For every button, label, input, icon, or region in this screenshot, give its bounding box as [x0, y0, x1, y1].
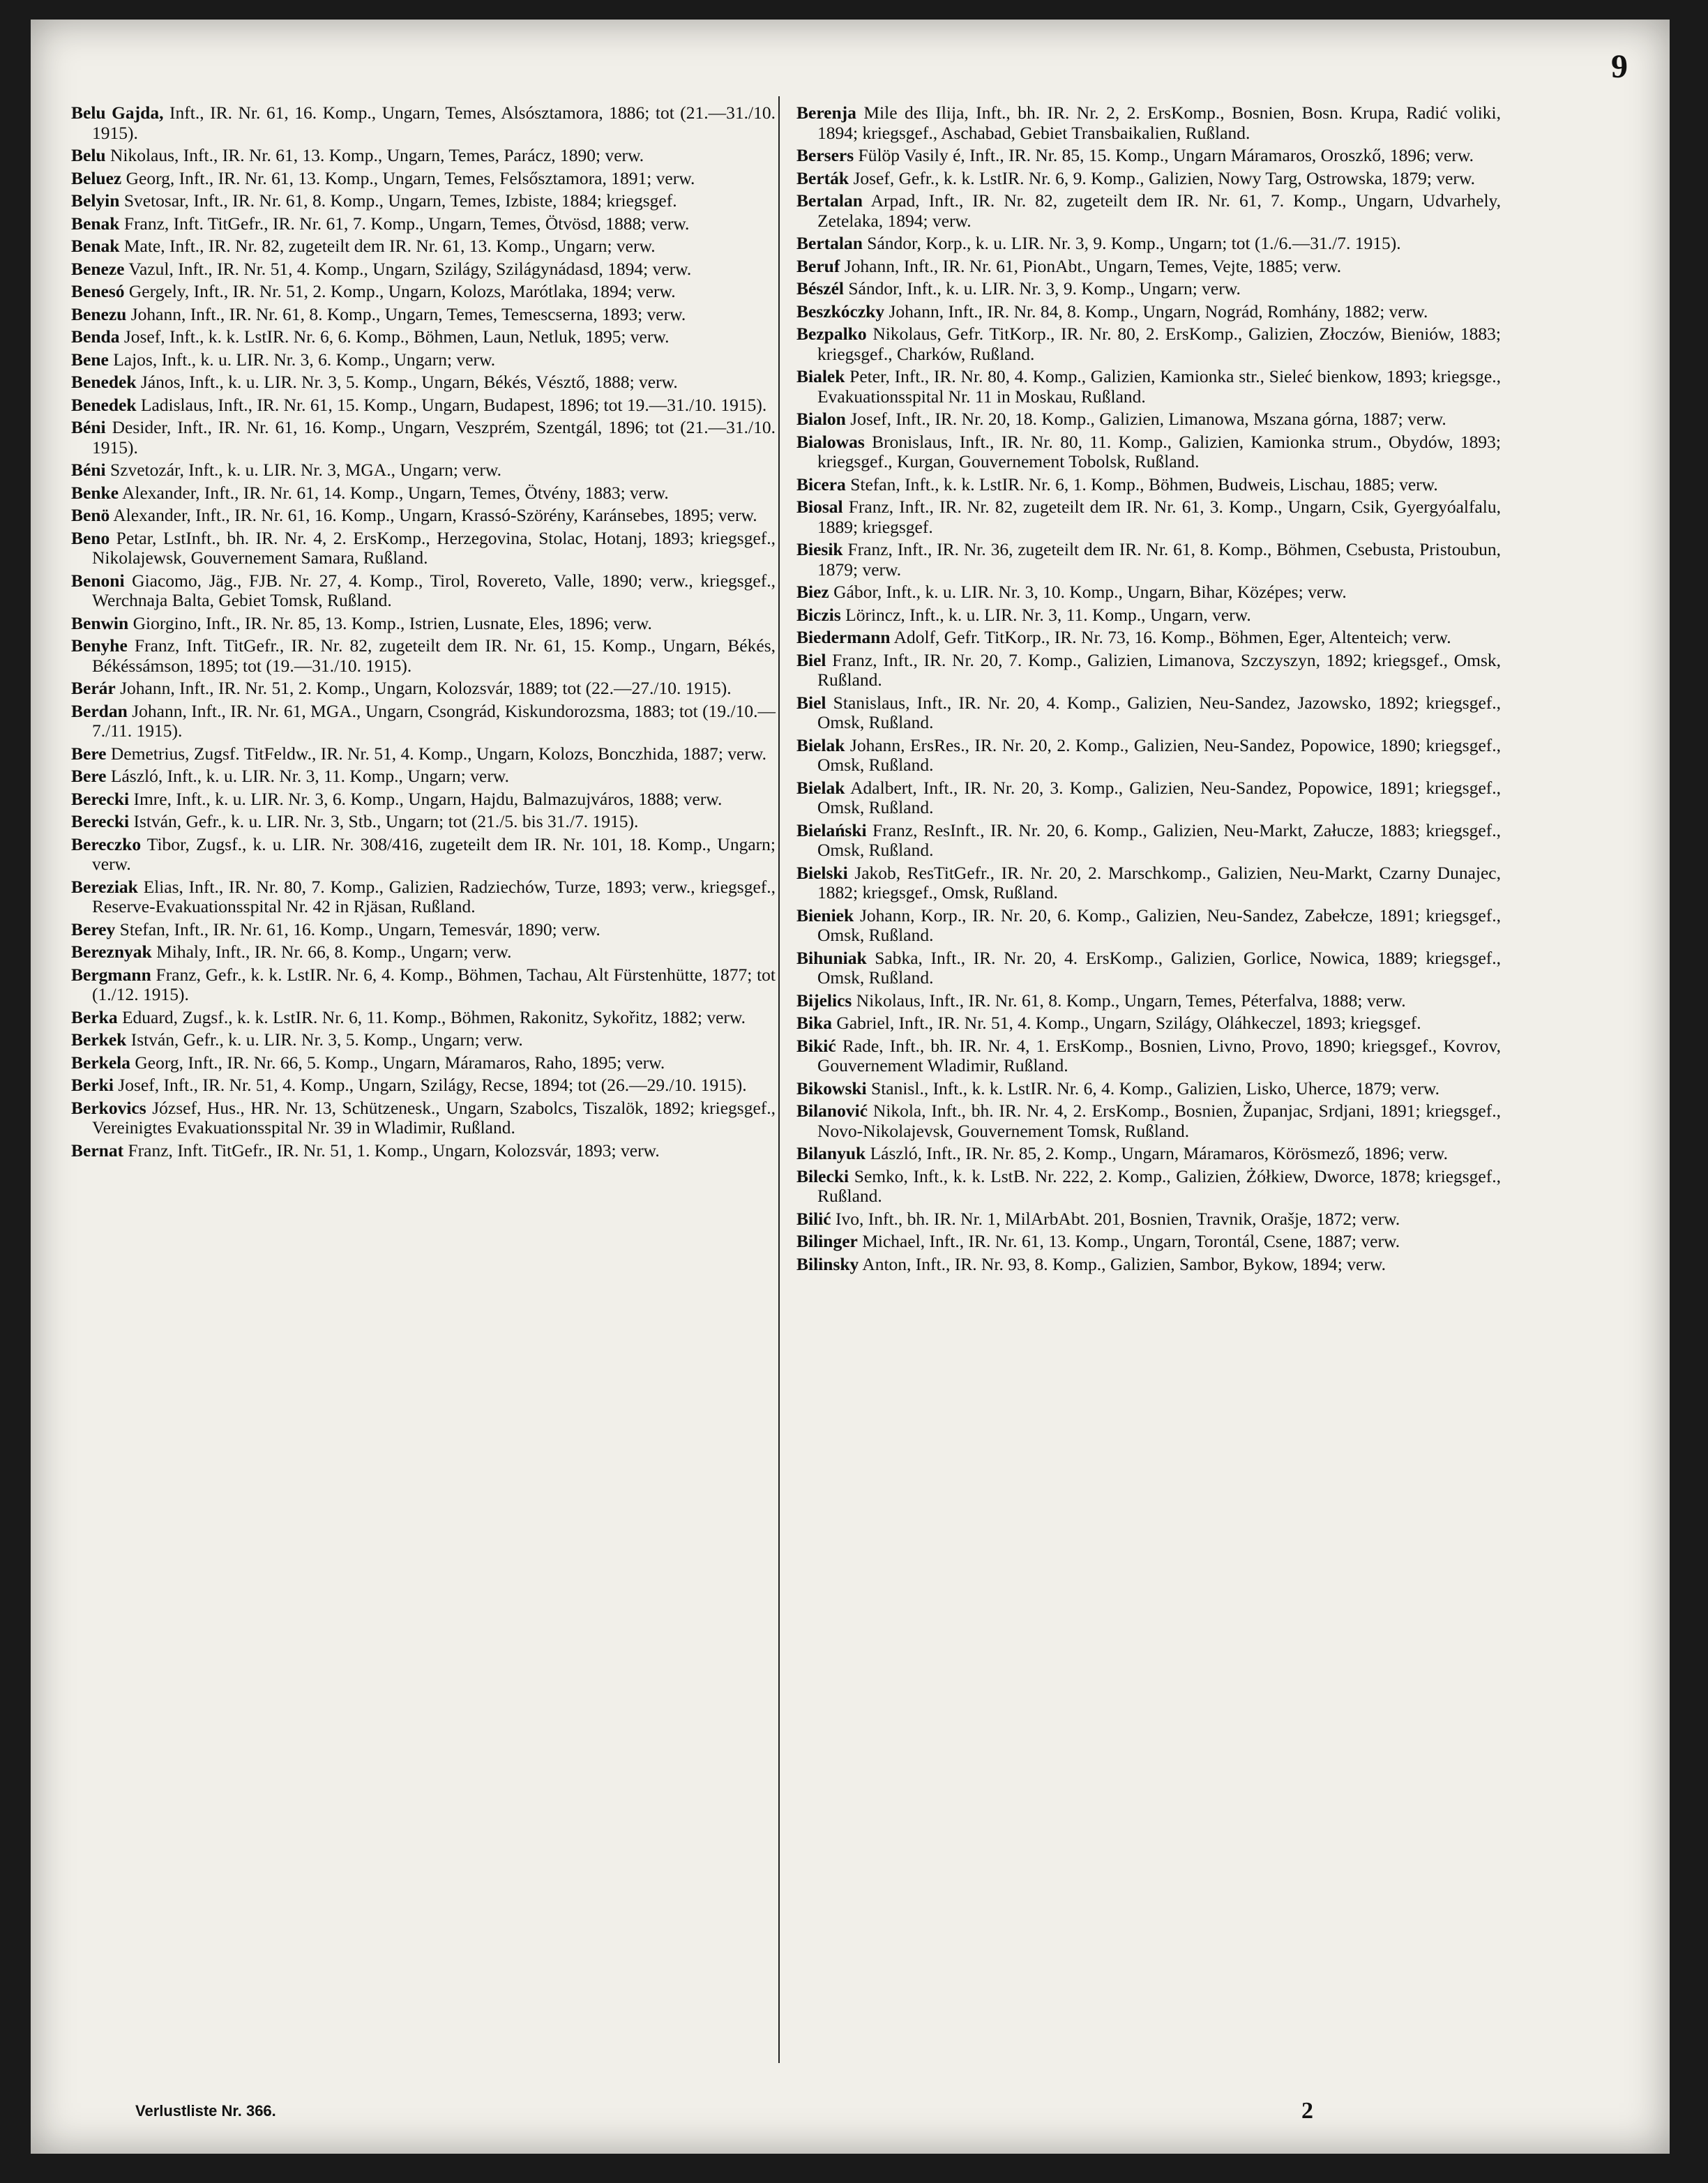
list-entry: [71, 766, 776, 787]
entry-details: Franz, Inft., IR. Nr. 82, zugeteilt dem IR. Nr. 61, 3. Komp., Ungarn, Csik, Gyergyóalfalu, 1889; kriegsgef.: [817, 497, 1501, 537]
list-entry: [71, 236, 776, 257]
entry-details: István, Gefr., k. u. LIR. Nr. 3, 5. Komp., Ungarn; verw.: [130, 1029, 523, 1050]
entry-name: Berkela: [71, 1052, 130, 1073]
entry-details: Josef, Inft., IR. Nr. 20, 18. Komp., Galizien, Limanowa, Mszana górna, 1887; verw.: [850, 409, 1446, 429]
entry-details: Gabriel, Inft., IR. Nr. 51, 4. Komp., Ungarn, Szilágy, Oláhkeczel, 1893; kriegsgef.: [836, 1013, 1421, 1033]
list-entry: [71, 942, 776, 962]
entry-name: Berka: [71, 1006, 118, 1027]
entry-name: Béni: [71, 417, 106, 437]
list-entry: [71, 483, 776, 504]
entry-name: Beruf: [796, 255, 840, 276]
entry-details: Franz, Inft. TitGefr., IR. Nr. 51, 1. Komp., Ungarn, Kolozsvár, 1893; verw.: [128, 1140, 660, 1161]
list-entry: [71, 529, 776, 568]
list-entry: [796, 432, 1501, 472]
list-entry: [796, 1232, 1501, 1252]
entry-details: István, Gefr., k. u. LIR. Nr. 3, Stb., Ungarn; tot (21./5. bis 31./7. 1915).: [133, 811, 639, 831]
entry-details: Gergely, Inft., IR. Nr. 51, 2. Komp., Ungarn, Kolozs, Marótlaka, 1894; verw.: [128, 281, 676, 301]
entry-details: Sándor, Inft., k. u. LIR. Nr. 3, 9. Komp., Ungarn; verw.: [848, 278, 1241, 299]
entry-details: Josef, Inft., k. k. LstIR. Nr. 6, 6. Komp., Böhmen, Laun, Netluk, 1895; verw.: [123, 326, 670, 347]
list-entry: [71, 418, 776, 458]
entry-details: Stefan, Inft., k. k. LstIR. Nr. 6, 1. Komp., Böhmen, Budweis, Lischau, 1885; verw.: [850, 474, 1438, 494]
entry-name: Bialowas: [796, 431, 865, 452]
list-entry: [71, 790, 776, 810]
entry-details: Sabka, Inft., IR. Nr. 20, 4. ErsKomp., Galizien, Gorlice, Nowica, 1889; kriegsgef., Omsk, Rußland.: [817, 947, 1502, 988]
list-entry: [71, 259, 776, 280]
list-entry: [71, 1008, 776, 1028]
entry-name: Bihuniak: [796, 947, 867, 968]
entry-name: Benedek: [71, 372, 137, 392]
list-entry: [71, 146, 776, 166]
list-entry: [71, 1053, 776, 1073]
list-entry: [796, 605, 1501, 626]
entry-details: Georg, Inft., IR. Nr. 66, 5. Komp., Ungarn, Máramaros, Raho, 1895; verw.: [135, 1052, 665, 1073]
list-entry: [71, 214, 776, 234]
list-entry: [796, 257, 1501, 277]
list-entry: [796, 146, 1501, 166]
list-entry: [71, 614, 776, 634]
entry-name: Beluez: [71, 167, 122, 188]
list-entry: [796, 1144, 1501, 1164]
list-entry: [71, 702, 776, 741]
right-column: [796, 103, 1501, 1277]
entry-name: Bezpalko: [796, 324, 867, 344]
entry-details: Lajos, Inft., k. u. LIR. Nr. 3, 6. Komp., Ungarn; verw.: [113, 349, 496, 370]
entry-name: Berkek: [71, 1029, 127, 1050]
list-entry: [796, 103, 1501, 143]
entry-name: Benak: [71, 213, 120, 234]
entry-name: Bere: [71, 743, 107, 764]
signature-mark: 2: [1301, 2098, 1313, 2124]
list-entry: [796, 1167, 1501, 1207]
entry-details: Josef, Gefr., k. k. LstIR. Nr. 6, 9. Komp., Galizien, Nowy Targ, Ostrowska, 1879; verw.: [853, 167, 1475, 188]
list-entry: [796, 778, 1501, 818]
list-entry: [71, 835, 776, 875]
entry-name: Bészél: [796, 278, 844, 299]
entry-details: Michael, Inft., IR. Nr. 61, 13. Komp., Ungarn, Torontál, Csene, 1887; verw.: [862, 1231, 1400, 1251]
entry-details: Desider, Inft., IR. Nr. 61, 16. Komp., Ungarn, Veszprém, Szentgál, 1896; tot (21.—31./10. 1915).: [92, 417, 776, 458]
entry-name: Bialek: [796, 366, 845, 386]
entry-name: Berey: [71, 919, 116, 939]
list-entry: [71, 679, 776, 699]
entry-name: Benda: [71, 326, 120, 347]
entry-details: Lörincz, Inft., k. u. LIR. Nr. 3, 11. Komp., Ungarn, verw.: [845, 604, 1251, 625]
list-entry: [71, 636, 776, 676]
entry-name: Benyhe: [71, 635, 128, 656]
entry-details: Imre, Inft., k. u. LIR. Nr. 3, 6. Komp., Ungarn, Hajdu, Balmazujváros, 1888; verw.: [133, 788, 723, 809]
list-entry: [796, 1079, 1501, 1099]
entry-name: Biel: [796, 649, 826, 670]
entry-details: Stanislaus, Inft., IR. Nr. 20, 4. Komp., Galizien, Neu-Sandez, Jazowsko, 1892; kriegsgef., Omsk, Rußland.: [817, 692, 1502, 732]
list-entry: [796, 475, 1501, 495]
entry-details: Georg, Inft., IR. Nr. 61, 13. Komp., Ungarn, Temes, Felsősztamora, 1891; verw.: [126, 167, 695, 188]
entry-name: Benesó: [71, 281, 125, 301]
page-number: 9: [1611, 48, 1628, 85]
entry-details: József, Hus., HR. Nr. 13, Schützenesk., Ungarn, Szabolcs, Tiszalök, 1892; kriegsgef., Vereinigtes Evakuationsspital Nr. 39 in Wladimir, Rußland.: [92, 1097, 776, 1138]
entry-details: Johann, Korp., IR. Nr. 20, 6. Komp., Galizien, Neu-Sandez, Zabełcze, 1891; kriegsgef., Omsk, Rußland.: [817, 905, 1501, 945]
footer-list-number: Verlustliste Nr. 366.: [135, 2102, 276, 2120]
entry-details: Sándor, Korp., k. u. LIR. Nr. 3, 9. Komp., Ungarn; tot (1./6.—31./7. 1915).: [867, 233, 1401, 253]
entry-details: Petar, LstInft., bh. IR. Nr. 4, 2. ErsKomp., Herzegovina, Stolac, Hotanj, 1893; kriegsgef., Nikolajewsk, Gouvernement Samara, Rußland.: [92, 527, 776, 568]
entry-details: Franz, Gefr., k. k. LstIR. Nr. 6, 4. Komp., Böhmen, Tachau, Alt Fürstenhütte, 1877; tot (1./12. 1915).: [92, 964, 776, 1004]
entry-details: Franz, Inft., IR. Nr. 20, 7. Komp., Galizien, Limanova, Szczyszyn, 1892; kriegsgef., Omsk, Rußland.: [817, 649, 1501, 690]
entry-name: Bereczko: [71, 833, 142, 854]
list-entry: [796, 863, 1501, 903]
entry-name: Bergmann: [71, 964, 151, 985]
entry-details: Eduard, Zugsf., k. k. LstIR. Nr. 6, 11. Komp., Böhmen, Rakonitz, Sykořitz, 1882; verw.: [121, 1006, 746, 1027]
entry-details: Nikolaus, Inft., IR. Nr. 61, 13. Komp., Ungarn, Temes, Parácz, 1890; verw.: [109, 145, 644, 165]
entry-details: János, Inft., k. u. LIR. Nr. 3, 5. Komp., Ungarn, Békés, Vésztő, 1888; verw.: [140, 372, 678, 392]
list-entry: [796, 497, 1501, 537]
entry-details: Nikolaus, Inft., IR. Nr. 61, 8. Komp., Ungarn, Temes, Péterfalva, 1888; verw.: [856, 990, 1406, 1011]
list-entry: [796, 1209, 1501, 1230]
entry-details: Arpad, Inft., IR. Nr. 82, zugeteilt dem IR. Nr. 61, 7. Komp., Ungarn, Udvarhely, Zetelaka, 1894; verw.: [817, 190, 1502, 231]
entry-name: Berkovics: [71, 1097, 146, 1118]
entry-name: Beneze: [71, 258, 125, 279]
entry-name: Bersers: [796, 145, 854, 165]
list-entry: [71, 372, 776, 393]
list-entry: [796, 582, 1501, 603]
entry-details: Ivo, Inft., bh. IR. Nr. 1, MilArbAbt. 201, Bosnien, Travnik, Orašje, 1872; verw.: [835, 1208, 1400, 1229]
entry-details: Ladislaus, Inft., IR. Nr. 61, 15. Komp., Ungarn, Budapest, 1896; tot 19.—31./10. 1915).: [140, 394, 767, 415]
entry-name: Bikowski: [796, 1078, 867, 1098]
list-entry: [71, 460, 776, 481]
list-entry: [796, 906, 1501, 946]
entry-details: Gábor, Inft., k. u. LIR. Nr. 3, 10. Komp., Ungarn, Bihar, Középes; verw.: [833, 582, 1347, 602]
list-entry: [71, 350, 776, 370]
entry-name: Benoni: [71, 570, 125, 591]
entry-name: Bielak: [796, 734, 845, 755]
list-entry: [796, 821, 1501, 861]
list-entry: [71, 812, 776, 832]
list-entry: [796, 324, 1501, 364]
entry-details: Giacomo, Jäg., FJB. Nr. 27, 4. Komp., Tirol, Rovereto, Valle, 1890; verw., kriegsgef., Werchnaja Balta, Gebiet Tomsk, Rußland.: [92, 570, 776, 610]
entry-name: Benö: [71, 505, 110, 525]
entry-name: Bilecki: [796, 1165, 849, 1186]
entry-details: Johann, ErsRes., IR. Nr. 20, 2. Komp., Galizien, Neu-Sandez, Popowice, 1890; kriegsgef., Omsk, Rußland.: [817, 734, 1502, 775]
entry-details: Mihaly, Inft., IR. Nr. 66, 8. Komp., Ungarn; verw.: [156, 942, 512, 962]
list-entry: [796, 279, 1501, 299]
entry-details: Bronislaus, Inft., IR. Nr. 80, 11. Komp., Galizien, Kamionka strum., Obydów, 1893; kriegsgef., Kurgan, Gouvernement Tobolsk, Rußland.: [817, 431, 1501, 471]
list-entry: [796, 234, 1501, 254]
entry-details: Alexander, Inft., IR. Nr. 61, 14. Komp., Ungarn, Temes, Ötvény, 1883; verw.: [121, 482, 669, 503]
entry-details: Franz, Inft. TitGefr., IR. Nr. 82, zugeteilt dem IR. Nr. 61, 15. Komp., Ungarn, Békés, Békéssámson, 1895; tot (19.—31./10. 1915).: [92, 635, 776, 676]
entry-details: Adalbert, Inft., IR. Nr. 20, 3. Komp., Galizien, Neu-Sandez, Popowice, 1891; kriegsgef., Omsk, Rußland.: [817, 777, 1502, 817]
entry-details: Fülöp Vasily é, Inft., IR. Nr. 85, 15. Komp., Ungarn Máramaros, Oroszkő, 1896; verw.: [858, 145, 1474, 165]
entry-details: Alexander, Inft., IR. Nr. 61, 16. Komp., Ungarn, Krassó-Szörény, Karánsebes, 1895; verw.: [113, 505, 757, 525]
entry-name: Belu Gajda,: [71, 103, 164, 123]
entry-name: Biesik: [796, 539, 843, 559]
entry-name: Berecki: [71, 811, 130, 831]
entry-details: Demetrius, Zugsf. TitFeldw., IR. Nr. 51, 4. Komp., Ungarn, Kolozs, Bonczhida, 1887; verw.: [110, 743, 767, 764]
entry-name: Bilinger: [796, 1231, 858, 1251]
entry-name: Biel: [796, 692, 826, 713]
entry-name: Beszkóczky: [796, 301, 885, 322]
list-entry: [796, 736, 1501, 776]
entry-details: Johann, Inft., IR. Nr. 61, 8. Komp., Ungarn, Temes, Temescserna, 1893; verw.: [130, 303, 686, 324]
left-column: [71, 103, 776, 1163]
list-entry: [71, 877, 776, 917]
entry-name: Biczis: [796, 604, 841, 625]
entry-details: László, Inft., IR. Nr. 85, 2. Komp., Ungarn, Máramaros, Körösmező, 1896; verw.: [870, 1143, 1448, 1163]
list-entry: [71, 1098, 776, 1138]
entry-details: Elias, Inft., IR. Nr. 80, 7. Komp., Galizien, Radziechów, Turze, 1893; verw., kriegsgef., Reserve-Evakuationsspital Nr. 42 in Rjäsan, Rußland.: [92, 876, 776, 916]
entry-name: Bielski: [796, 862, 848, 883]
entry-name: Bilanović: [796, 1101, 868, 1121]
entry-details: Jakob, ResTitGefr., IR. Nr. 20, 2. Marschkomp., Galizien, Neu-Markt, Czarny Dunajec, 1882; kriegsgef., Omsk, Rußland.: [817, 862, 1502, 902]
entry-name: Bereziak: [71, 876, 138, 897]
list-entry: [71, 395, 776, 416]
entry-details: Johann, Inft., IR. Nr. 61, PionAbt., Ungarn, Temes, Vejte, 1885; verw.: [844, 255, 1342, 276]
entry-details: Giorgino, Inft., IR. Nr. 85, 13. Komp., Istrien, Lusnate, Eles, 1896; verw.: [133, 612, 652, 633]
document-page: [31, 20, 1670, 2154]
list-entry: [796, 949, 1501, 988]
entry-name: Benezu: [71, 303, 127, 324]
entry-details: Johann, Inft., IR. Nr. 84, 8. Komp., Ungarn, Nográd, Romhány, 1882; verw.: [889, 301, 1428, 322]
entry-name: Bijelics: [796, 990, 852, 1011]
list-entry: [796, 367, 1501, 407]
list-entry: [71, 571, 776, 611]
entry-name: Bielak: [796, 777, 845, 798]
list-entry: [796, 191, 1501, 231]
entry-name: Biedermann: [796, 627, 891, 647]
list-entry: [71, 1141, 776, 1161]
entry-name: Bereznyak: [71, 942, 152, 962]
entry-name: Bieniek: [796, 905, 854, 926]
entry-name: Biosal: [796, 497, 843, 517]
entry-name: Bere: [71, 766, 107, 786]
entry-name: Benak: [71, 236, 120, 256]
entry-details: Nikola, Inft., bh. IR. Nr. 4, 2. ErsKomp., Bosnien, Županjac, Srdjani, 1891; kriegsgef., Novo-Nikolajevsk, Gouvernement Tomsk, Rußland.: [817, 1101, 1501, 1141]
entry-details: Peter, Inft., IR. Nr. 80, 4. Komp., Galizien, Kamionka str., Sieleć bienkow, 1893; kriegsge., Evakuationsspital Nr. 11 in Moskau, Rußland.: [817, 366, 1502, 407]
entry-details: Rade, Inft., bh. IR. Nr. 4, 1. ErsKomp., Bosnien, Livno, Provo, 1890; kriegsgef., Kovrov, Gouvernement Wladimir, Rußland.: [817, 1035, 1501, 1075]
list-entry: [71, 920, 776, 940]
list-entry: [71, 169, 776, 189]
list-entry: [796, 651, 1501, 690]
list-entry: [796, 1036, 1501, 1076]
entry-name: Bilić: [796, 1208, 831, 1229]
list-entry: [71, 1030, 776, 1050]
entry-details: Szvetozár, Inft., k. u. LIR. Nr. 3, MGA., Ungarn; verw.: [109, 460, 502, 480]
entry-name: Belu: [71, 145, 106, 165]
entry-details: Stanisl., Inft., k. k. LstIR. Nr. 6, 4. Komp., Galizien, Lisko, Uherce, 1879; verw.: [871, 1078, 1439, 1098]
entry-details: Semko, Inft., k. k. LstB. Nr. 222, 2. Komp., Galizien, Żółkiew, Dworce, 1878; kriegsgef., Rußland.: [817, 1165, 1501, 1206]
list-entry: [796, 1013, 1501, 1034]
entry-name: Bene: [71, 349, 109, 370]
list-entry: [71, 191, 776, 211]
entry-name: Berecki: [71, 788, 130, 809]
list-entry: [71, 744, 776, 764]
entry-name: Berták: [796, 167, 849, 188]
list-entry: [71, 327, 776, 347]
entry-details: Inft., IR. Nr. 61, 16. Komp., Ungarn, Temes, Alsósztamora, 1886; tot (21.—31./10. 1915).: [92, 103, 776, 143]
entry-details: Franz, Inft., IR. Nr. 36, zugeteilt dem IR. Nr. 61, 8. Komp., Böhmen, Csebusta, Pristoubun, 1879; verw.: [817, 539, 1502, 580]
list-entry: [796, 693, 1501, 733]
entry-name: Benwin: [71, 612, 129, 633]
entry-name: Bika: [796, 1013, 833, 1033]
entry-details: Franz, Inft. TitGefr., IR. Nr. 61, 7. Komp., Ungarn, Temes, Ötvösd, 1888; verw.: [123, 213, 690, 234]
entry-name: Bilinsky: [796, 1253, 859, 1274]
entry-details: Tibor, Zugsf., k. u. LIR. Nr. 308/416, zugeteilt dem IR. Nr. 101, 18. Komp., Ungarn; verw.: [92, 833, 776, 874]
entry-name: Berki: [71, 1075, 114, 1095]
list-entry: [796, 628, 1501, 648]
list-entry: [796, 409, 1501, 430]
entry-name: Bertalan: [796, 233, 863, 253]
list-entry: [71, 103, 776, 143]
list-entry: [71, 305, 776, 325]
column-divider: [778, 96, 780, 2063]
entry-name: Bilanyuk: [796, 1143, 866, 1163]
entry-name: Bernat: [71, 1140, 124, 1161]
entry-name: Berdan: [71, 700, 128, 721]
entry-name: Belyin: [71, 190, 120, 211]
entry-name: Bertalan: [796, 190, 863, 211]
list-entry: [796, 302, 1501, 322]
entry-name: Bikić: [796, 1035, 836, 1056]
entry-name: Benke: [71, 482, 119, 503]
list-entry: [796, 540, 1501, 580]
entry-details: Anton, Inft., IR. Nr. 93, 8. Komp., Galizien, Sambor, Bykow, 1894; verw.: [862, 1253, 1386, 1274]
entry-name: Biez: [796, 582, 829, 602]
list-entry: [71, 965, 776, 1005]
list-entry: [796, 991, 1501, 1011]
entry-details: Nikolaus, Gefr. TitKorp., IR. Nr. 80, 2. ErsKomp., Galizien, Złoczów, Bieniów, 1883; kriegsgef., Charków, Rußland.: [817, 324, 1501, 364]
entry-details: Adolf, Gefr. TitKorp., IR. Nr. 73, 16. Komp., Böhmen, Eger, Altenteich; verw.: [893, 627, 1451, 647]
entry-details: Mile des Ilija, Inft., bh. IR. Nr. 2, 2. ErsKomp., Bosnien, Bosn. Krupa, Radić voliki, 1894; kriegsgef., Aschabad, Gebiet Transbaikalien, Rußland.: [817, 103, 1501, 143]
entry-name: Berenja: [796, 103, 856, 123]
list-entry: [796, 1101, 1501, 1141]
entry-details: Svetosar, Inft., IR. Nr. 61, 8. Komp., Ungarn, Temes, Izbiste, 1884; kriegsgef.: [123, 190, 677, 211]
entry-name: Beno: [71, 527, 110, 548]
entry-name: Bialon: [796, 409, 846, 429]
entry-name: Bielański: [796, 819, 867, 840]
entry-details: Vazul, Inft., IR. Nr. 51, 4. Komp., Ungarn, Szilágy, Szilágynádasd, 1894; verw.: [128, 258, 692, 279]
list-entry: [71, 506, 776, 526]
entry-details: Mate, Inft., IR. Nr. 82, zugeteilt dem IR. Nr. 61, 13. Komp., Ungarn; verw.: [123, 236, 656, 256]
entry-details: Josef, Inft., IR. Nr. 51, 4. Komp., Ungarn, Szilágy, Recse, 1894; tot (26.—29./10. 1915).: [118, 1075, 747, 1095]
list-entry: [796, 169, 1501, 189]
entry-details: Johann, Inft., IR. Nr. 51, 2. Komp., Ungarn, Kolozsvár, 1889; tot (22.—27./10. 1915).: [120, 678, 732, 698]
entry-details: László, Inft., k. u. LIR. Nr. 3, 11. Komp., Ungarn; verw.: [110, 766, 509, 786]
entry-details: Stefan, Inft., IR. Nr. 61, 16. Komp., Ungarn, Temesvár, 1890; verw.: [119, 919, 600, 939]
entry-details: Franz, ResInft., IR. Nr. 20, 6. Komp., Galizien, Neu-Markt, Załucze, 1883; kriegsgef., Omsk, Rußland.: [817, 819, 1501, 860]
entry-name: Benedek: [71, 394, 137, 415]
list-entry: [71, 282, 776, 302]
list-entry: [71, 1075, 776, 1096]
entry-name: Berár: [71, 678, 116, 698]
list-entry: [796, 1255, 1501, 1275]
entry-details: Johann, Inft., IR. Nr. 61, MGA., Ungarn, Csongrád, Kiskundorozsma, 1883; tot (19./10.—7./11. 1915).: [92, 700, 776, 741]
entry-name: Béni: [71, 460, 106, 480]
entry-name: Bicera: [796, 474, 846, 494]
